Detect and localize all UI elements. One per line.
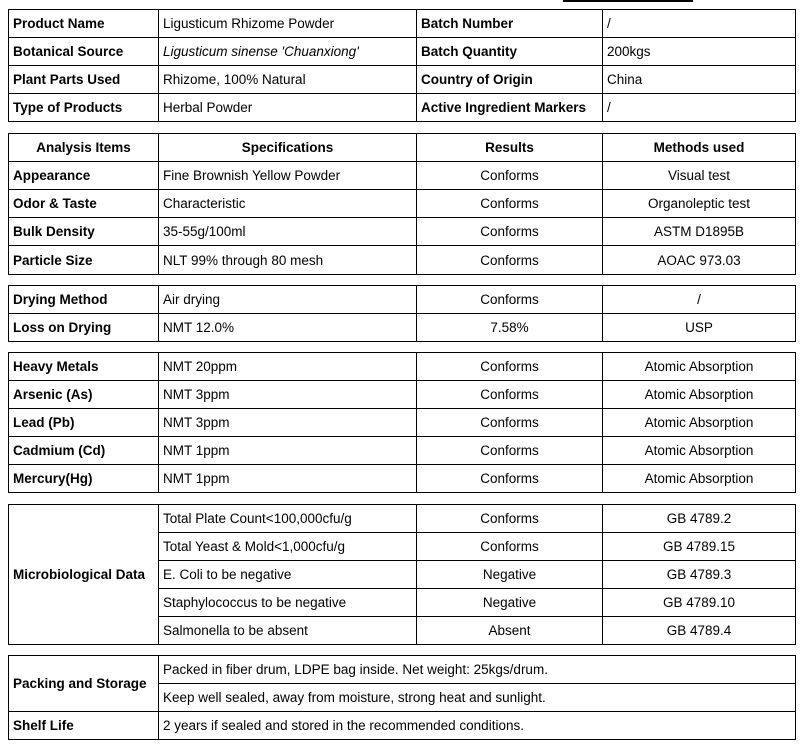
result-value: Conforms — [417, 162, 603, 190]
table-row — [9, 38, 796, 66]
table-row — [9, 353, 796, 381]
item-label: Appearance — [9, 162, 159, 190]
result-value: Conforms — [417, 381, 603, 409]
spec-value: NLT 99% through 80 mesh — [159, 246, 417, 275]
item-label: Drying Method — [9, 286, 159, 314]
method-value: AOAC 973.03 — [603, 246, 796, 275]
type-value: Herbal Powder — [159, 94, 417, 122]
method-value: GB 4789.15 — [603, 533, 796, 561]
item-label: Bulk Density — [9, 218, 159, 246]
result-value: Conforms — [417, 353, 603, 381]
product-name-label: Product Name — [9, 10, 159, 38]
storage-table — [8, 655, 796, 740]
item-label: Particle Size — [9, 246, 159, 275]
spec-value: Air drying — [159, 286, 417, 314]
spec-value: Salmonella to be absent — [159, 617, 417, 645]
top-border-fragment — [563, 0, 693, 2]
method-value: / — [603, 286, 796, 314]
method-value: Visual test — [603, 162, 796, 190]
result-value: Conforms — [417, 505, 603, 533]
method-value: USP — [603, 314, 796, 342]
result-value: Conforms — [417, 533, 603, 561]
table-row — [9, 218, 796, 246]
spec-value: Total Plate Count<100,000cfu/g — [159, 505, 417, 533]
spec-value: Staphylococcus to be negative — [159, 589, 417, 617]
item-label: Odor & Taste — [9, 190, 159, 218]
table-row — [9, 437, 796, 465]
header-analysis-items: Analysis Items — [9, 134, 159, 162]
plant-parts-label: Plant Parts Used — [9, 66, 159, 94]
table-row — [9, 712, 796, 740]
table-header-row — [9, 134, 796, 162]
method-value: Atomic Absorption — [603, 409, 796, 437]
table-row — [9, 246, 796, 275]
spec-value: Total Yeast & Mold<1,000cfu/g — [159, 533, 417, 561]
country-label: Country of Origin — [417, 66, 603, 94]
table-row — [9, 286, 796, 314]
header-specifications: Specifications — [159, 134, 417, 162]
markers-value: / — [603, 94, 796, 122]
header-results: Results — [417, 134, 603, 162]
result-value: Conforms — [417, 465, 603, 493]
plant-parts-value: Rhizome, 100% Natural — [159, 66, 417, 94]
method-value: GB 4789.4 — [603, 617, 796, 645]
packing-line-2: Keep well sealed, away from moisture, strong heat and sunlight. — [159, 684, 796, 712]
item-label: Mercury(Hg) — [9, 465, 159, 493]
table-row — [9, 66, 796, 94]
table-row — [9, 190, 796, 218]
spec-value: 35-55g/100ml — [159, 218, 417, 246]
table-row — [9, 10, 796, 38]
method-value: Atomic Absorption — [603, 437, 796, 465]
batch-quantity-value: 200kgs — [603, 38, 796, 66]
header-methods: Methods used — [603, 134, 796, 162]
batch-number-label: Batch Number — [417, 10, 603, 38]
method-value: Atomic Absorption — [603, 353, 796, 381]
item-label: Loss on Drying — [9, 314, 159, 342]
method-value: Atomic Absorption — [603, 465, 796, 493]
spec-value: NMT 20ppm — [159, 353, 417, 381]
micro-table — [8, 504, 796, 645]
spec-value: NMT 1ppm — [159, 437, 417, 465]
metals-table — [8, 352, 796, 493]
drying-table — [8, 285, 796, 342]
method-value: GB 4789.3 — [603, 561, 796, 589]
product-info-table — [8, 9, 796, 122]
shelf-life-value: 2 years if sealed and stored in the recommended conditions. — [159, 712, 796, 740]
packing-label: Packing and Storage — [9, 656, 159, 712]
item-label: Heavy Metals — [9, 353, 159, 381]
result-value: Conforms — [417, 409, 603, 437]
batch-number-value: / — [603, 10, 796, 38]
method-value: GB 4789.10 — [603, 589, 796, 617]
spec-value: NMT 3ppm — [159, 381, 417, 409]
spec-value: NMT 12.0% — [159, 314, 417, 342]
botanical-source-label: Botanical Source — [9, 38, 159, 66]
result-value: Conforms — [417, 437, 603, 465]
table-row — [9, 314, 796, 342]
markers-label: Active Ingredient Markers — [417, 94, 603, 122]
result-value: Conforms — [417, 218, 603, 246]
batch-quantity-label: Batch Quantity — [417, 38, 603, 66]
method-value: ASTM D1895B — [603, 218, 796, 246]
spec-value: E. Coli to be negative — [159, 561, 417, 589]
micro-label: Microbiological Data — [9, 505, 159, 645]
method-value: GB 4789.2 — [603, 505, 796, 533]
shelf-life-label: Shelf Life — [9, 712, 159, 740]
analysis-table — [8, 133, 796, 275]
spec-value: NMT 3ppm — [159, 409, 417, 437]
method-value: Atomic Absorption — [603, 381, 796, 409]
table-row — [9, 505, 796, 533]
result-value: Negative — [417, 561, 603, 589]
country-value: China — [603, 66, 796, 94]
spec-value: Characteristic — [159, 190, 417, 218]
result-value: Conforms — [417, 246, 603, 275]
result-value: Conforms — [417, 286, 603, 314]
botanical-source-value: Ligusticum sinense 'Chuanxiong' — [159, 38, 417, 66]
spec-value: NMT 1ppm — [159, 465, 417, 493]
table-row — [9, 465, 796, 493]
table-row — [9, 381, 796, 409]
type-label: Type of Products — [9, 94, 159, 122]
item-label: Lead (Pb) — [9, 409, 159, 437]
method-value: Organoleptic test — [603, 190, 796, 218]
result-value: Absent — [417, 617, 603, 645]
spec-value: Fine Brownish Yellow Powder — [159, 162, 417, 190]
result-value: Conforms — [417, 190, 603, 218]
table-row — [9, 94, 796, 122]
product-name-value: Ligusticum Rhizome Powder — [159, 10, 417, 38]
table-row — [9, 409, 796, 437]
result-value: Negative — [417, 589, 603, 617]
item-label: Arsenic (As) — [9, 381, 159, 409]
packing-line-1: Packed in fiber drum, LDPE bag inside. Net weight: 25kgs/drum. — [159, 656, 796, 684]
result-value: 7.58% — [417, 314, 603, 342]
item-label: Cadmium (Cd) — [9, 437, 159, 465]
table-row — [9, 162, 796, 190]
table-row — [9, 656, 796, 684]
